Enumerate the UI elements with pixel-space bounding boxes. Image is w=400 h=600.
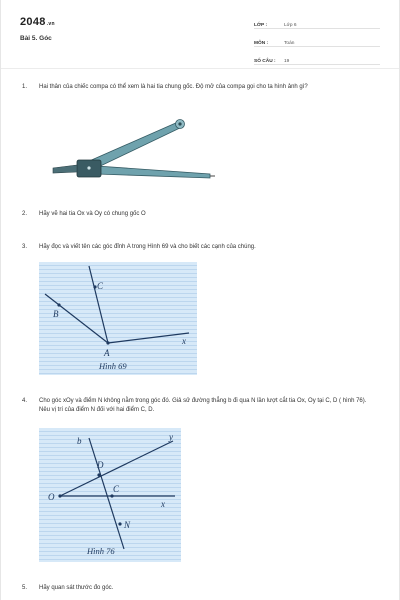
question-text: Hãy quan sát thước đo góc. — [39, 585, 114, 591]
meta-row-subject — [254, 35, 380, 47]
label-y: y — [169, 432, 173, 442]
figure-76 — [39, 428, 181, 562]
label-c: C — [113, 484, 120, 494]
figure-caption: Hình 76 — [87, 546, 115, 556]
label-d: D — [97, 460, 104, 470]
meta-label: LỚP : — [254, 23, 268, 28]
meta-value: 19 — [284, 59, 290, 64]
question-2 — [22, 210, 377, 219]
header-divider — [1, 68, 399, 69]
figure-69 — [39, 262, 197, 375]
meta-label: SỐ CÂU : — [254, 59, 276, 64]
label-x: x — [161, 499, 165, 509]
meta-row-class — [254, 17, 380, 29]
question-text: Hai thân của chiếc compa có thể xem là hai tia chung gốc. Độ mở của compa gọi cho ta hình ảnh gì? — [39, 84, 308, 90]
meta-label: MÔN : — [254, 41, 269, 46]
logo-text: 2048 — [20, 16, 46, 28]
question-5 — [22, 584, 377, 593]
label-b: B — [53, 309, 59, 319]
label-x: x — [182, 336, 186, 346]
meta-value: Lớp 6 — [284, 23, 297, 28]
question-number: 5. — [22, 585, 28, 591]
question-number: 2. — [22, 211, 28, 217]
question-text: Hãy vẽ hai tia Ox và Oy có chung gốc O — [39, 211, 146, 217]
question-text: Hãy đọc và viết tên các góc đỉnh A trong Hình 69 và cho biết các cạnh của chúng. — [39, 244, 256, 250]
label-b: b — [77, 436, 82, 446]
meta-value: Toán — [284, 41, 295, 46]
question-1 — [22, 83, 377, 92]
meta-row-count — [254, 53, 380, 65]
site-logo[interactable] — [20, 16, 55, 28]
question-number: 3. — [22, 244, 28, 250]
question-number: 4. — [22, 398, 28, 404]
label-n: N — [124, 520, 131, 530]
question-number: 1. — [22, 84, 28, 90]
lesson-title: Bài 5. Góc — [20, 35, 52, 42]
meta-info — [254, 17, 380, 71]
logo-suffix: .vn — [46, 21, 55, 27]
compass-image — [45, 116, 215, 184]
figure-caption: Hình 69 — [99, 361, 127, 371]
question-text: Cho góc xOy và điểm N không nằm trong góc đó. Giả sử đường thẳng b đi qua N lần lượt cắt tia Ox, Oy tại C, D ( hình 76). Nêu vị trí của điểm N đối với hai điểm C, D. — [39, 398, 367, 413]
label-c: C — [97, 281, 104, 291]
label-o: O — [48, 492, 55, 502]
header — [1, 0, 399, 66]
question-3 — [22, 243, 377, 252]
label-a: A — [104, 348, 110, 358]
question-4 — [22, 397, 377, 415]
